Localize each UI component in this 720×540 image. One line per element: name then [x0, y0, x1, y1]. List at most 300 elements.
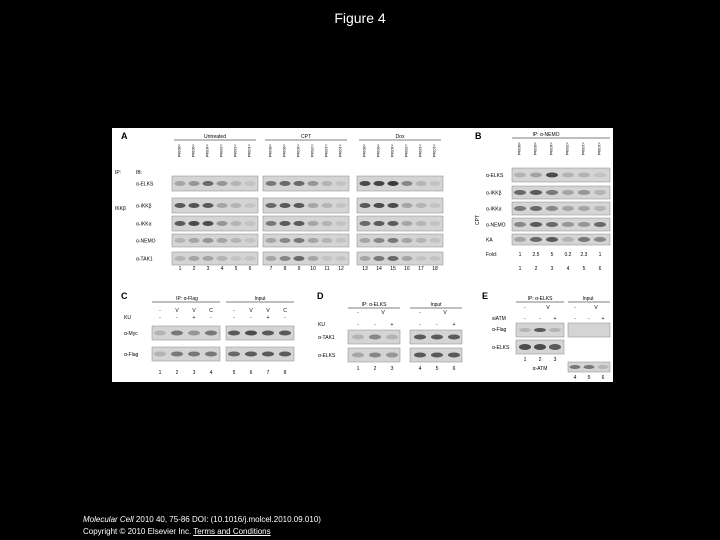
panel-a-fraction-label: >250kd — [404, 144, 409, 158]
panel-b-lane-number: 2 — [534, 266, 538, 272]
panel-c-letter: C — [121, 291, 128, 301]
panel-a-lane-number: 1 — [178, 266, 182, 272]
panel-b-fold-value: 0.2 — [564, 252, 572, 258]
panel-a-band — [388, 203, 399, 208]
panel-e-blot-strip — [568, 323, 610, 337]
panel-a-fraction-label: >800kd — [268, 144, 273, 158]
panel-a-lane-number: 6 — [248, 266, 252, 272]
panel-b-fold-value: 1 — [598, 252, 602, 258]
panel-c-ku-value: - — [159, 315, 161, 321]
panel-c-condition: C — [283, 308, 287, 314]
panel-b-band — [562, 237, 574, 242]
panel-d-lane-number: 6 — [452, 366, 456, 372]
panel-b-band — [594, 237, 606, 242]
panel-b-band — [594, 206, 606, 211]
panel-a-row-label-2: α-IKKβ — [136, 203, 152, 210]
panel-a-band — [430, 256, 441, 261]
panel-a-lane-number: 18 — [432, 266, 438, 272]
panel-b-band — [562, 190, 574, 195]
panel-b-band — [562, 222, 574, 227]
panel-e-band — [584, 365, 595, 369]
panel-c-band — [205, 352, 217, 357]
panel-e-siatm-value: - — [539, 316, 541, 322]
panel-a-band — [189, 203, 200, 208]
panel-a-band — [388, 181, 399, 186]
panel-b-row-label-3: α-IKKα — [486, 206, 502, 213]
panel-e-lane-number: 3 — [553, 357, 557, 363]
panel-b-fold-value: 2.5 — [532, 252, 540, 258]
panel-c-band — [188, 352, 200, 357]
panel-a-lane-number: 9 — [297, 266, 301, 272]
panel-a-band — [416, 221, 427, 226]
panel-a-band — [189, 256, 200, 261]
panel-a-band — [217, 203, 228, 208]
panel-d-band — [448, 335, 460, 340]
panel-e-lane-number: 2 — [538, 357, 542, 363]
panel-a-row-label-4: α-NEMO — [136, 238, 156, 245]
panel-a-fraction-label: >250kd — [310, 144, 315, 158]
panel-b-row-label-1: α-ELKS — [486, 173, 504, 179]
panel-a-band — [322, 238, 333, 243]
panel-a-band — [294, 238, 305, 243]
panel-a-lane-number: 11 — [324, 266, 330, 272]
panel-c-condition: V — [192, 308, 196, 314]
panel-d-letter: D — [317, 291, 324, 301]
panel-a-band — [402, 221, 413, 226]
panel-a-band — [294, 256, 305, 261]
panel-b-lane-number: 4 — [566, 266, 570, 272]
panel-d-ku-value: - — [436, 322, 438, 328]
panel-a-band — [175, 221, 186, 226]
panel-a-fraction-label: >800kd — [362, 144, 367, 158]
panel-a-band — [430, 203, 441, 208]
panel-b-band — [594, 222, 606, 227]
panel-a-band — [245, 203, 256, 208]
panel-a-lane-number: 2 — [192, 266, 196, 272]
panel-a-band — [266, 181, 277, 186]
panel-b-band — [514, 190, 526, 195]
panel-d-ku-value: - — [357, 322, 359, 328]
panel-a-band — [360, 203, 371, 208]
panel-a-band — [266, 238, 277, 243]
panel-a-band — [336, 238, 347, 243]
panel-a-band — [175, 238, 186, 243]
western-blot-figure — [112, 128, 613, 382]
panel-e-lane-number: 6 — [601, 375, 605, 381]
panel-b-band — [594, 190, 606, 195]
panel-d-ip-label: IP: α-ELKS — [361, 302, 387, 308]
panel-a-fraction-label: >400kd — [390, 144, 395, 158]
panel-c-band — [245, 331, 257, 336]
panel-a-band — [374, 256, 385, 261]
panel-a-band — [245, 221, 256, 226]
panel-a-band — [203, 238, 214, 243]
panel-a-band — [360, 238, 371, 243]
panel-c-lane-number: 2 — [175, 370, 179, 376]
panel-e-siatm-value: - — [524, 316, 526, 322]
panel-b-fraction-label: >250kd — [565, 142, 570, 156]
panel-c-ku-value: - — [284, 315, 286, 321]
panel-a-band — [266, 203, 277, 208]
panel-a-band — [308, 203, 319, 208]
panel-d-ku-label: KU — [318, 322, 325, 328]
panel-d-row-label-2: α-ELKS — [318, 353, 336, 359]
panel-d-ku-value: - — [419, 322, 421, 328]
panel-b-band — [562, 173, 574, 178]
panel-a-fraction-label: >400kd — [205, 144, 210, 158]
panel-a-fraction-label: >800kd — [177, 144, 182, 158]
panel-c-ku-value: - — [250, 315, 252, 321]
panel-a-band — [175, 256, 186, 261]
panel-d-condition: - — [419, 310, 421, 316]
panel-c-lane-number: 3 — [192, 370, 196, 376]
panel-d-lane-number: 4 — [418, 366, 422, 372]
panel-c-band — [279, 331, 291, 336]
panel-e-siatm-label: siATM — [492, 316, 506, 322]
panel-a-lane-number: 13 — [362, 266, 368, 272]
panel-c-condition: V — [266, 308, 270, 314]
panel-b-band — [514, 237, 526, 242]
panel-a-band — [189, 238, 200, 243]
panel-e-row-label-3: α-ATM — [532, 366, 548, 372]
panel-a-band — [203, 203, 214, 208]
panel-b-fraction-label: >100kd — [597, 142, 602, 156]
panel-c-condition: - — [233, 308, 235, 314]
figure-image — [112, 128, 613, 382]
panel-a-lane-number: 16 — [404, 266, 410, 272]
panel-a-band — [322, 203, 333, 208]
panel-c-condition: C — [209, 308, 213, 314]
panel-d-band — [448, 353, 460, 358]
panel-a-band — [175, 181, 186, 186]
journal-name: Molecular Cell — [83, 515, 134, 524]
panel-a-band — [280, 221, 291, 226]
panel-a-band — [374, 203, 385, 208]
panel-c-band — [262, 331, 274, 336]
panel-d-row-label-1: α-TAK1 — [318, 335, 335, 341]
panel-a-lane-number: 5 — [234, 266, 238, 272]
page-title: Figure 4 — [334, 10, 386, 26]
panel-e-lane-number: 5 — [587, 375, 591, 381]
panel-a-band — [322, 256, 333, 261]
panel-c-band — [205, 331, 217, 336]
panel-c-condition: - — [159, 308, 161, 314]
panel-c-input-label: Input — [254, 296, 266, 302]
panel-a-band — [294, 221, 305, 226]
panel-a-band — [203, 256, 214, 261]
panel-a-lane-number: 7 — [269, 266, 273, 272]
panel-b-band — [514, 206, 526, 211]
panel-a-lane-number: 15 — [390, 266, 396, 272]
panel-d-band — [414, 335, 426, 340]
panel-d-band — [414, 353, 426, 358]
panel-a-fraction-label: >400kd — [296, 144, 301, 158]
panel-a-fraction-label: >150kd — [233, 144, 238, 158]
panel-a-band — [280, 181, 291, 186]
terms-link[interactable]: Terms and Conditions — [193, 527, 271, 536]
panel-b-row-label-4: α-NEMO — [486, 222, 506, 229]
panel-b-band — [530, 206, 542, 211]
panel-b-fold-value: 2.3 — [580, 252, 588, 258]
panel-a-band — [245, 256, 256, 261]
panel-c-band — [171, 331, 183, 336]
panel-a-band — [388, 221, 399, 226]
panel-e-lane-number: 1 — [523, 357, 527, 363]
panel-b-band — [530, 222, 542, 227]
panel-b-lane-number: 5 — [582, 266, 586, 272]
panel-a-fraction-label: >150kd — [324, 144, 329, 158]
panel-e-band — [519, 328, 531, 332]
panel-e-condition: V — [594, 305, 598, 311]
panel-a-band — [430, 181, 441, 186]
panel-a-band — [322, 181, 333, 186]
panel-d-input-label: Input — [430, 302, 442, 308]
panel-b-band — [514, 222, 526, 227]
panel-c-band — [171, 352, 183, 357]
panel-a-band — [308, 238, 319, 243]
panel-a-fraction-label: >250kd — [219, 144, 224, 158]
panel-a-band — [360, 256, 371, 261]
panel-a-row-label-3: α-IKKα — [136, 221, 152, 228]
panel-b-band — [530, 173, 542, 178]
panel-a-band — [245, 181, 256, 186]
panel-a-lane-number: 17 — [418, 266, 424, 272]
panel-b-band — [514, 173, 526, 178]
copyright-text: Copyright © 2010 Elsevier Inc. — [83, 527, 192, 536]
panel-e-siatm-value: + — [553, 316, 557, 322]
panel-d-band — [431, 353, 443, 358]
panel-a-band — [336, 256, 347, 261]
panel-a-band — [402, 181, 413, 186]
panel-a-band — [416, 256, 427, 261]
panel-e-lane-number: 4 — [573, 375, 577, 381]
panel-e-band — [570, 365, 581, 369]
panel-c-condition: V — [249, 308, 253, 314]
panel-b-lane-number: 6 — [598, 266, 602, 272]
panel-e-row-label-2: α-ELKS — [492, 345, 510, 351]
panel-a-lane-number: 8 — [283, 266, 287, 272]
panel-a-lane-number: 3 — [206, 266, 210, 272]
panel-b-band — [578, 173, 590, 178]
panel-a-band — [175, 203, 186, 208]
panel-a-band — [217, 238, 228, 243]
panel-a-band — [402, 203, 413, 208]
panel-a-band — [294, 181, 305, 186]
panel-a-fraction-label: >100kd — [432, 144, 437, 158]
panel-a-fraction-label: >600kd — [376, 144, 381, 158]
citation-line — [83, 514, 321, 526]
panel-a-band — [217, 256, 228, 261]
panel-b-fraction-label: >400kd — [549, 142, 554, 156]
panel-b-band — [578, 190, 590, 195]
panel-d-band — [369, 353, 381, 358]
panel-e-band — [598, 365, 609, 369]
panel-c-ku-value: - — [176, 315, 178, 321]
panel-a-band — [388, 238, 399, 243]
panel-e-siatm-value: - — [574, 316, 576, 322]
panel-c-ku-value: - — [233, 315, 235, 321]
panel-d-condition: V — [381, 310, 385, 316]
panel-c-band — [154, 352, 166, 357]
panel-c-lane-number: 1 — [158, 370, 162, 376]
panel-a-band — [280, 203, 291, 208]
panel-d-lane-number: 2 — [373, 366, 377, 372]
panel-b-side-label: CPT — [475, 215, 481, 225]
panel-e-band — [534, 328, 546, 332]
panel-c-lane-number: 7 — [266, 370, 270, 376]
panel-a-band — [360, 221, 371, 226]
panel-a-ip-target: IKKβ — [115, 206, 126, 212]
panel-a-band — [280, 238, 291, 243]
panel-a-lane-number: 10 — [310, 266, 316, 272]
panel-b-band — [530, 237, 542, 242]
panel-b-band — [546, 206, 558, 211]
panel-b-fold-label: Fold: — [486, 252, 498, 258]
panel-a-band — [402, 256, 413, 261]
panel-a-band — [374, 238, 385, 243]
panel-b-band — [562, 206, 574, 211]
panel-d-ku-value: + — [390, 322, 394, 328]
panel-a-band — [266, 221, 277, 226]
panel-a-band — [374, 181, 385, 186]
panel-a-band — [336, 181, 347, 186]
panel-c-lane-number: 5 — [232, 370, 236, 376]
panel-b-band — [530, 190, 542, 195]
panel-e-siatm-value: + — [601, 316, 605, 322]
panel-b-band — [546, 237, 558, 242]
panel-a-band — [231, 203, 242, 208]
panel-e-input-label: Input — [582, 296, 594, 302]
panel-e-band — [534, 344, 546, 350]
panel-d-ku-value: - — [374, 322, 376, 328]
panel-b-fraction-label: >150kd — [581, 142, 586, 156]
panel-b-fraction-label: >600kd — [533, 142, 538, 156]
panel-b-ip-label: IP: α-NEMO — [532, 132, 560, 138]
panel-a-band — [402, 238, 413, 243]
panel-c-lane-number: 4 — [209, 370, 213, 376]
panel-a-fraction-label: >100kd — [247, 144, 252, 158]
panel-b-fraction-label: >800kd — [517, 142, 522, 156]
panel-a-band — [416, 203, 427, 208]
panel-a-band — [217, 181, 228, 186]
panel-a-band — [308, 221, 319, 226]
panel-a-band — [416, 238, 427, 243]
panel-b-row-label-5: KA — [486, 237, 493, 244]
panel-a-band — [430, 221, 441, 226]
panel-d-band — [352, 353, 364, 358]
panel-a-band — [336, 221, 347, 226]
panel-e-condition: - — [574, 305, 576, 311]
panel-a-row-label-5: α-TAK1 — [136, 256, 153, 263]
panel-d-band — [386, 353, 398, 358]
panel-c-row-label-2: α-Flag — [124, 352, 139, 358]
panel-e-band — [549, 328, 561, 332]
panel-e-band — [519, 344, 531, 350]
panel-a-band — [430, 238, 441, 243]
panel-d-lane-number: 5 — [435, 366, 439, 372]
panel-c-condition: V — [175, 308, 179, 314]
panel-a-band — [217, 221, 228, 226]
panel-a-group-1: Untreated — [204, 134, 226, 140]
panel-a-band — [308, 256, 319, 261]
panel-a-ib-label: IB: — [136, 170, 143, 176]
panel-a-fraction-label: >100kd — [338, 144, 343, 158]
panel-a-band — [189, 181, 200, 186]
panel-a-band — [374, 221, 385, 226]
panel-a-band — [280, 256, 291, 261]
panel-e-letter: E — [482, 291, 489, 301]
panel-b-band — [594, 173, 606, 178]
panel-b-lane-number: 3 — [550, 266, 554, 272]
panel-b-fold-value: 1 — [518, 252, 522, 258]
panel-a-lane-number: 14 — [376, 266, 382, 272]
panel-a-ip-label: IP: — [115, 170, 122, 176]
panel-a-band — [336, 203, 347, 208]
panel-a-lane-number: 4 — [220, 266, 224, 272]
panel-a-band — [416, 181, 427, 186]
panel-e-condition: V — [546, 305, 550, 311]
panel-c-band — [228, 331, 240, 336]
panel-a-band — [322, 221, 333, 226]
panel-a-band — [266, 256, 277, 261]
panel-c-ku-label: KU — [124, 315, 131, 321]
panel-a-band — [231, 238, 242, 243]
panel-c-ku-value: - — [210, 315, 212, 321]
panel-b-band — [578, 206, 590, 211]
panel-a-row-label-1: α-ELKS — [136, 181, 154, 188]
panel-a-band — [231, 221, 242, 226]
panel-d-band — [431, 335, 443, 340]
panel-d-lane-number: 1 — [356, 366, 360, 372]
panel-d-band — [369, 335, 381, 340]
panel-c-band — [228, 352, 240, 357]
panel-d-condition: V — [443, 310, 447, 316]
panel-b-band — [546, 222, 558, 227]
panel-c-lane-number: 8 — [283, 370, 287, 376]
panel-a-fraction-label: >600kd — [191, 144, 196, 158]
panel-a-group-3: Dox — [395, 134, 405, 140]
panel-e-siatm-value: - — [588, 316, 590, 322]
panel-c-ku-value: + — [266, 315, 270, 321]
panel-a-letter: A — [121, 131, 128, 141]
panel-c-band — [154, 331, 166, 336]
citation-text: 2010 40, 75-86 DOI: (10.1016/j.molcel.2010.09.010) — [135, 515, 321, 524]
panel-a-band — [245, 238, 256, 243]
panel-a-lane-number: 12 — [338, 266, 344, 272]
panel-c-band — [245, 352, 257, 357]
panel-d-band — [386, 335, 398, 340]
panel-b-row-label-2: α-IKKβ — [486, 190, 502, 197]
panel-e-row-label-1: α-Flag — [492, 327, 507, 333]
panel-b-band — [546, 190, 558, 195]
panel-c-ku-value: + — [192, 315, 196, 321]
panel-a-band — [294, 203, 305, 208]
panel-b-band — [578, 222, 590, 227]
panel-c-lane-number: 6 — [249, 370, 253, 376]
panel-a-fraction-label: >150kd — [418, 144, 423, 158]
panel-d-band — [352, 335, 364, 340]
panel-a-band — [203, 181, 214, 186]
panel-a-fraction-label: >600kd — [282, 144, 287, 158]
panel-c-row-label-1: α-Myc — [124, 331, 138, 337]
panel-b-band — [546, 173, 558, 178]
panel-a-band — [388, 256, 399, 261]
copyright-line — [83, 526, 321, 538]
panel-e-band — [549, 344, 561, 350]
panel-a-band — [308, 181, 319, 186]
panel-c-band — [279, 352, 291, 357]
panel-b-band — [578, 237, 590, 242]
